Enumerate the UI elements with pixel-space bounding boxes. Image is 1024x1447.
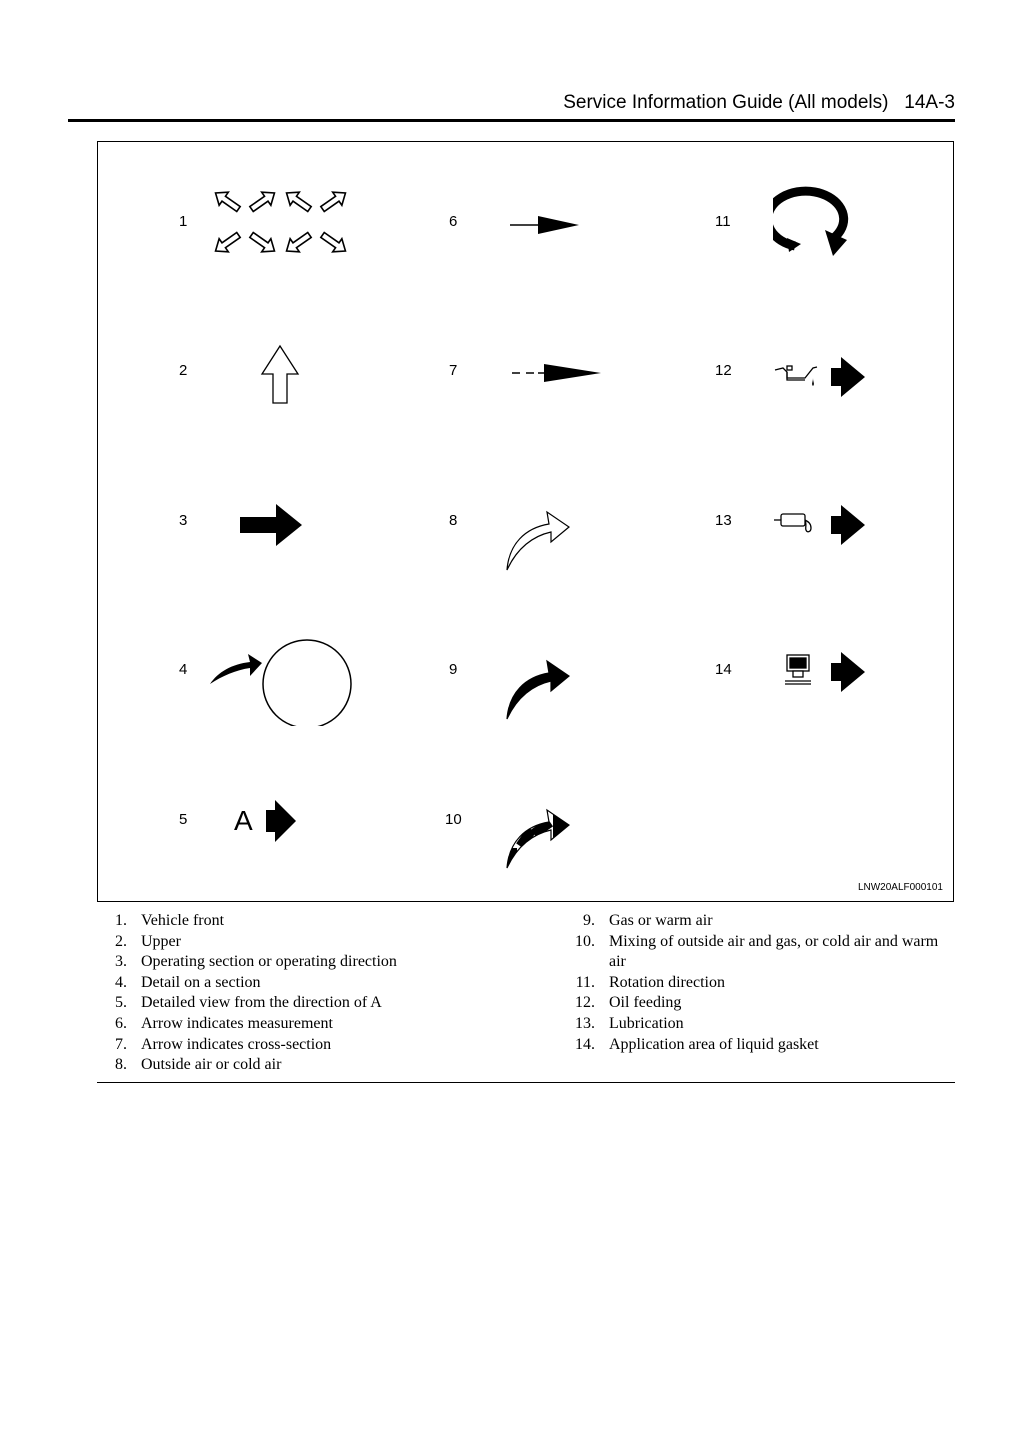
legend-item (97, 1055, 557, 1076)
header-title: Service Information Guide (All models) (563, 92, 889, 113)
legend-number: 9. (583, 912, 595, 929)
lubrication-icon (771, 502, 871, 548)
legend-right-column (565, 911, 955, 1055)
mixed-air-arrow-icon (503, 802, 573, 872)
symbol-number-3: 3 (179, 512, 188, 529)
legend-item (565, 911, 955, 932)
legend-number: 12. (575, 994, 595, 1012)
legend-item (97, 1035, 557, 1056)
symbol-number-7: 7 (449, 362, 458, 379)
symbol-number-6: 6 (449, 213, 458, 230)
detail-section-arrow-icon (206, 636, 356, 726)
legend-number: 8. (115, 1056, 127, 1074)
symbol-figure (97, 141, 954, 902)
symbol-number-14: 14 (715, 661, 732, 678)
legend-number: 13. (575, 1014, 595, 1032)
symbol-number-5: 5 (179, 811, 188, 828)
symbol-number-10: 10 (445, 811, 462, 828)
oil-feeding-icon (771, 354, 871, 400)
legend-item (565, 993, 955, 1014)
symbol-number-12: 12 (715, 362, 732, 379)
legend-text: Outside air or cold air (141, 1056, 282, 1074)
measurement-arrow-icon (508, 212, 583, 238)
legend-item (97, 932, 557, 953)
symbol-number-9: 9 (449, 661, 458, 678)
legend-text: Oil feeding (609, 994, 682, 1012)
legend-text: Detailed view from the direction of A (141, 994, 382, 1012)
legend-number: 14. (575, 1035, 595, 1053)
header-rule (68, 119, 955, 122)
legend-text: Arrow indicates cross-section (141, 1035, 332, 1053)
legend-number: 3. (115, 953, 127, 971)
operating-direction-arrow-icon (238, 502, 306, 548)
bottom-rule (97, 1082, 955, 1083)
legend-number: 11. (575, 973, 595, 991)
legend-text: Vehicle front (141, 912, 225, 929)
legend-text: Operating section or operating direction (141, 953, 397, 971)
page-number: 14A-3 (904, 92, 955, 113)
symbol-number-1: 1 (179, 213, 188, 230)
legend-item (97, 952, 557, 973)
liquid-gasket-icon (781, 649, 871, 695)
legend-text: Detail on a section (141, 973, 261, 991)
view-direction-letter: A (234, 805, 253, 836)
rotation-direction-icon (773, 186, 863, 260)
legend-text: Gas or warm air (609, 912, 713, 929)
legend-number: 7. (115, 1035, 127, 1053)
legend-number: 2. (115, 932, 127, 950)
legend-text: Upper (141, 932, 181, 950)
symbol-number-13: 13 (715, 512, 732, 529)
legend-text: Application area of liquid gasket (609, 1035, 819, 1053)
legend-item (565, 1014, 955, 1035)
symbol-number-2: 2 (179, 362, 188, 379)
figure-code: LNW20ALF000101 (857, 882, 943, 893)
view-direction-arrow-icon (264, 798, 300, 844)
legend-number: 1. (115, 912, 127, 929)
symbol-number-4: 4 (179, 661, 188, 678)
legend-item (97, 973, 557, 994)
legend-left-column (97, 911, 557, 1076)
legend-number: 10. (575, 932, 595, 950)
outside-air-arrow-icon (503, 504, 573, 574)
legend-text: Arrow indicates measurement (141, 1014, 333, 1032)
legend-text: Lubrication (609, 1014, 684, 1032)
legend-item (565, 1035, 955, 1056)
legend-item (565, 973, 955, 994)
warm-air-arrow-icon (503, 653, 573, 723)
legend-item (97, 1014, 557, 1035)
legend-item (565, 932, 955, 973)
legend-number: 4. (115, 973, 127, 991)
symbol-number-8: 8 (449, 512, 458, 529)
legend-text: Rotation direction (609, 973, 725, 991)
upper-arrow-icon (260, 344, 300, 406)
legend-item (97, 993, 557, 1014)
legend-number: 6. (115, 1014, 127, 1032)
legend-text: Mixing of outside air and gas, or cold air and warm air (609, 932, 939, 971)
legend-number: 5. (115, 994, 127, 1012)
cross-section-arrow-icon (510, 360, 605, 386)
page-header (0, 92, 955, 114)
legend-item (97, 911, 557, 932)
vehicle-front-arrows-icon (210, 182, 355, 262)
symbol-number-11: 11 (715, 213, 731, 230)
